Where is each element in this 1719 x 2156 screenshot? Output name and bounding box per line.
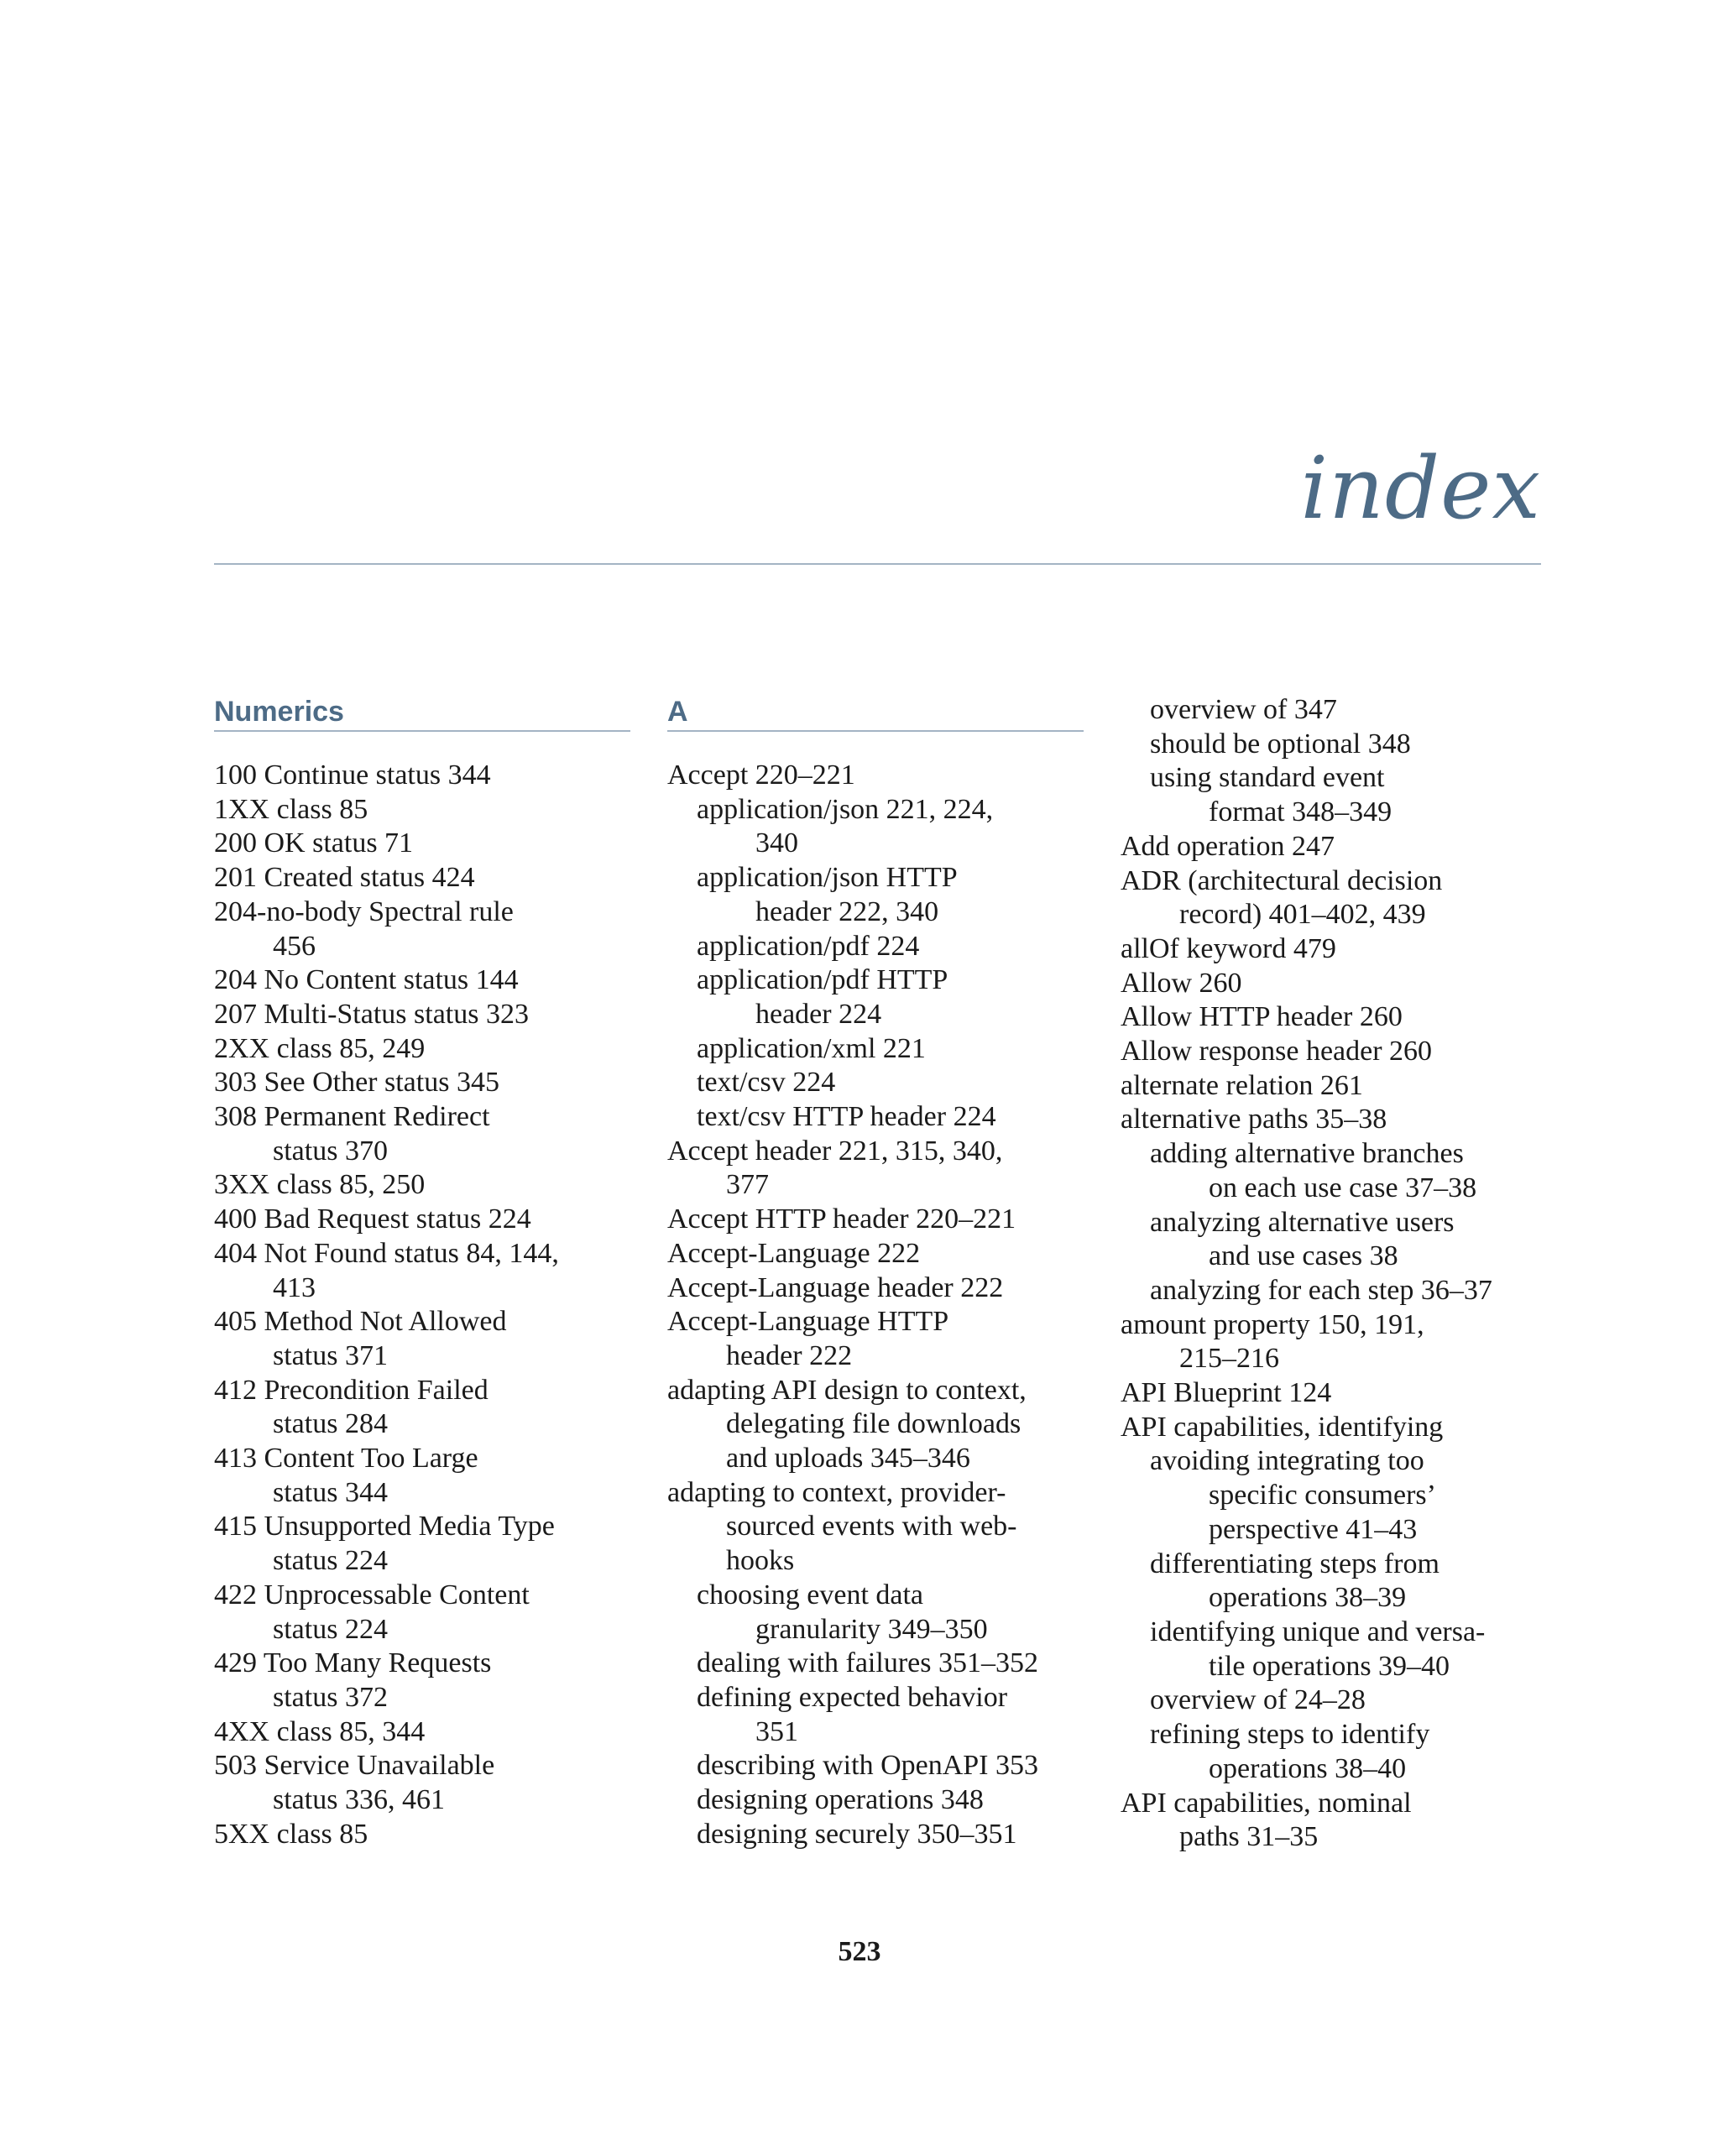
index-entry: Allow 260	[1121, 967, 1242, 999]
index-entry-continuation: 340	[755, 827, 798, 859]
index-entry: API capabilities, nominal	[1121, 1787, 1412, 1819]
index-entry: alternate relation 261	[1121, 1069, 1363, 1101]
index-subentry: application/xml 221	[697, 1032, 926, 1064]
index-entry: 422 Unprocessable Content	[214, 1579, 530, 1610]
index-entry: Add operation 247	[1121, 830, 1335, 862]
index-entry-continuation: perspective 41–43	[1209, 1513, 1418, 1545]
index-subentry: refining steps to identify	[1150, 1719, 1430, 1751]
index-entry: Allow response header 260	[1121, 1036, 1433, 1068]
index-subentry: designing operations 348	[697, 1784, 984, 1816]
index-entry-continuation: sourced events with web-	[726, 1511, 1017, 1543]
index-entry: 404 Not Found status 84, 144,	[214, 1237, 559, 1269]
index-entry-continuation: 377	[726, 1169, 769, 1201]
index-entry-continuation: on each use case 37–38	[1209, 1172, 1477, 1203]
index-entry: 4XX class 85, 344	[214, 1715, 426, 1747]
index-entry-continuation: status 224	[273, 1613, 388, 1645]
index-entry-continuation: status 370	[273, 1135, 388, 1167]
index-entry-continuation: status 224	[273, 1545, 388, 1577]
index-column-3	[1121, 693, 1540, 1855]
index-subentry: defining expected behavior	[697, 1681, 1008, 1713]
index-entry-continuation: status 371	[273, 1339, 388, 1371]
index-entry: 413 Content Too Large	[214, 1443, 478, 1475]
page-title: index	[1300, 439, 1541, 539]
index-entry-continuation: hooks	[726, 1545, 795, 1577]
index-column-1	[214, 693, 630, 1852]
index-subentry: application/json 221, 224,	[697, 793, 994, 825]
index-entry: Accept-Language header 222	[667, 1271, 1004, 1303]
index-entry: Allow HTTP header 260	[1121, 1001, 1403, 1033]
index-entry-continuation: paths 31–35	[1179, 1821, 1319, 1853]
numerics-entry-list	[214, 759, 630, 1852]
index-entry-continuation: 456	[273, 930, 316, 962]
index-entry: 207 Multi-Status status 323	[214, 998, 529, 1030]
index-entry: 204 No Content status 144	[214, 964, 519, 996]
index-entry-continuation: record) 401–402, 439	[1179, 899, 1426, 931]
section-heading-numerics: Numerics	[214, 693, 630, 732]
index-entry: adapting API design to context,	[667, 1374, 1027, 1406]
index-entry-continuation: status 372	[273, 1681, 388, 1713]
index-entry: allOf keyword 479	[1121, 932, 1336, 964]
index-subentry: text/csv 224	[697, 1067, 836, 1099]
index-entry: 405 Method Not Allowed	[214, 1306, 507, 1338]
index-entry: 201 Created status 424	[214, 862, 475, 894]
index-subentry: differentiating steps from	[1150, 1548, 1439, 1579]
index-entry-continuation: and use cases 38	[1209, 1240, 1398, 1272]
index-entry: 303 See Other status 345	[214, 1067, 499, 1099]
index-subentry: analyzing alternative users	[1150, 1206, 1455, 1238]
index-subentry: adding alternative branches	[1150, 1138, 1464, 1170]
index-subentry: overview of 347	[1150, 694, 1337, 725]
index-entry: ADR (architectural decision	[1121, 864, 1443, 896]
index-entry: Accept HTTP header 220–221	[667, 1203, 1016, 1235]
index-subentry: using standard event	[1150, 762, 1385, 794]
index-entry-continuation: 413	[273, 1271, 316, 1303]
index-subentry: overview of 24–28	[1150, 1684, 1366, 1716]
index-subentry: analyzing for each step 36–37	[1150, 1274, 1492, 1306]
index-entry: 2XX class 85, 249	[214, 1032, 426, 1064]
index-entry: alternative paths 35–38	[1121, 1104, 1387, 1135]
index-entry: Accept header 221, 315, 340,	[667, 1135, 1003, 1167]
index-entry: amount property 150, 191,	[1121, 1308, 1424, 1340]
index-entry-continuation: status 336, 461	[273, 1784, 445, 1816]
index-entry-continuation: header 222, 340	[755, 895, 939, 927]
index-subentry: designing securely 350–351	[697, 1818, 1017, 1850]
index-entry: 412 Precondition Failed	[214, 1374, 489, 1406]
index-entry-continuation: status 344	[273, 1476, 388, 1508]
index-entry: API Blueprint 124	[1121, 1377, 1332, 1409]
index-entry-continuation: tile operations 39–40	[1209, 1650, 1450, 1682]
index-subentry: choosing event data	[697, 1579, 924, 1610]
index-subentry: application/pdf 224	[697, 930, 920, 962]
index-subentry: should be optional 348	[1150, 728, 1411, 760]
section-heading-a: A	[667, 693, 1084, 732]
index-entry-continuation: format 348–349	[1209, 796, 1392, 828]
a-continued-entry-list	[1121, 693, 1540, 1855]
index-entry: adapting to context, provider-	[667, 1476, 1006, 1508]
index-entry-continuation: status 284	[273, 1408, 388, 1440]
index-entry: 415 Unsupported Media Type	[214, 1511, 555, 1543]
index-entry: API capabilities, identifying	[1121, 1411, 1444, 1443]
index-entry: 5XX class 85	[214, 1818, 368, 1850]
index-entry: 1XX class 85	[214, 793, 368, 825]
index-column-2	[667, 693, 1084, 1852]
index-subentry: identifying unique and versa-	[1150, 1616, 1486, 1647]
index-subentry: application/pdf HTTP	[697, 964, 948, 996]
index-entry: Accept-Language HTTP	[667, 1306, 949, 1338]
index-entry-continuation: specific consumers’	[1209, 1480, 1436, 1511]
index-entry-continuation: granularity 349–350	[755, 1613, 988, 1645]
index-entry: 200 OK status 71	[214, 827, 414, 859]
index-entry: 308 Permanent Redirect	[214, 1101, 490, 1133]
index-entry-continuation: delegating file downloads	[726, 1408, 1021, 1440]
index-subentry: application/json HTTP	[697, 862, 958, 894]
index-subentry: dealing with failures 351–352	[697, 1647, 1038, 1679]
index-entry: 503 Service Unavailable	[214, 1750, 495, 1782]
index-subentry: describing with OpenAPI 353	[697, 1750, 1039, 1782]
index-entry: 100 Continue status 344	[214, 760, 491, 791]
a-entry-list	[667, 759, 1084, 1852]
index-entry: 3XX class 85, 250	[214, 1169, 426, 1201]
index-entry: 429 Too Many Requests	[214, 1647, 492, 1679]
index-subentry: text/csv HTTP header 224	[697, 1101, 996, 1133]
index-entry: Accept 220–221	[667, 760, 855, 791]
index-entry-continuation: and uploads 345–346	[726, 1443, 970, 1475]
index-entry-continuation: header 224	[755, 998, 882, 1030]
index-entry-continuation: 215–216	[1179, 1343, 1279, 1375]
page-number: 523	[838, 1936, 881, 1967]
title-divider	[214, 563, 1541, 565]
index-entry-continuation: operations 38–40	[1209, 1752, 1407, 1784]
index-entry-continuation: header 222	[726, 1339, 853, 1371]
index-entry-continuation: 351	[755, 1715, 798, 1747]
index-entry: 400 Bad Request status 224	[214, 1203, 531, 1235]
index-entry-continuation: operations 38–39	[1209, 1582, 1407, 1614]
index-entry: Accept-Language 222	[667, 1237, 921, 1269]
index-entry: 204-no-body Spectral rule	[214, 895, 514, 927]
index-subentry: avoiding integrating too	[1150, 1445, 1424, 1477]
